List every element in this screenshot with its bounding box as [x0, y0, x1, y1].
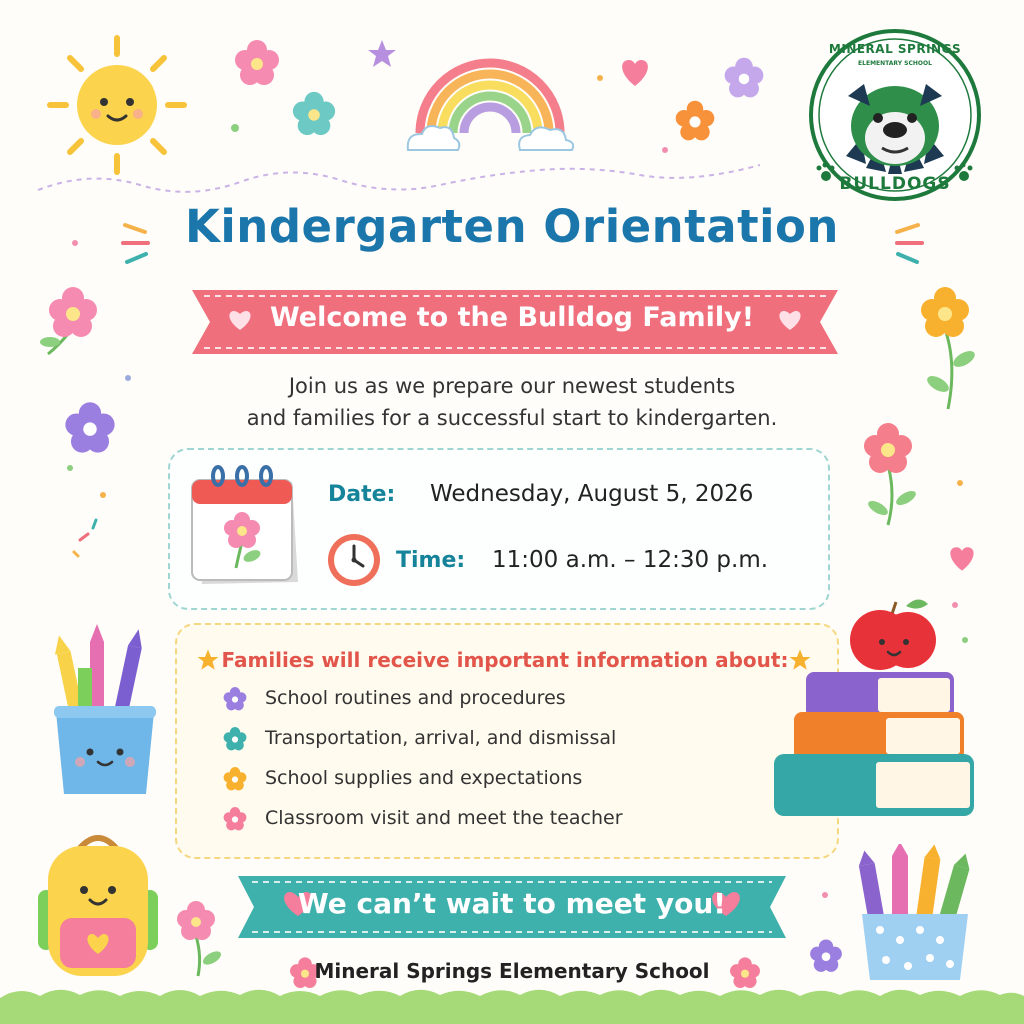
flower-icon — [222, 726, 248, 752]
flower-icon — [222, 766, 248, 792]
intro-text — [160, 370, 864, 434]
clock-icon — [325, 531, 383, 589]
flower-icon — [722, 56, 766, 100]
flower-icon — [858, 420, 938, 530]
time-label: Time: — [396, 548, 466, 573]
list-item: Classroom visit and meet the teacher — [265, 807, 623, 829]
intro-line: Join us as we prepare our newest students — [288, 374, 736, 398]
list-item: Transportation, arrival, and dismissal — [265, 727, 617, 749]
logo-mascot-text: BULLDOGS — [839, 174, 951, 194]
date-label: Date: — [328, 482, 396, 507]
flower-icon — [62, 400, 118, 456]
star-icon — [366, 38, 398, 70]
logo-arc-text: MINERAL SPRINGS — [828, 42, 962, 56]
heart-icon — [615, 52, 655, 92]
flower-icon — [28, 284, 108, 364]
list-item: School routines and procedures — [265, 687, 566, 709]
calendar-icon — [186, 462, 306, 590]
school-logo — [806, 26, 984, 204]
school-name: Mineral Springs Elementary School — [314, 959, 710, 983]
flower-icon — [290, 90, 338, 138]
time-value: 11:00 a.m. – 12:30 p.m. — [492, 547, 769, 573]
heart-icon — [944, 540, 980, 576]
intro-line: and families for a successful start to kindergarten. — [246, 406, 778, 430]
flower-icon — [222, 686, 248, 712]
flower-icon — [672, 98, 718, 144]
flower-icon — [728, 956, 762, 990]
books-apple-icon — [768, 592, 978, 832]
rainbow-icon — [400, 38, 580, 158]
footer-banner-text: We can’t wait to meet you! — [297, 887, 727, 920]
sun-icon — [42, 30, 192, 180]
backpack-icon — [36, 830, 160, 980]
welcome-text: Welcome to the Bulldog Family! — [269, 302, 755, 333]
flower-icon — [912, 284, 992, 414]
list-item: School supplies and expectations — [265, 767, 583, 789]
date-value: Wednesday, August 5, 2026 — [430, 481, 754, 507]
page-title: Kindergarten Orientation — [185, 200, 839, 253]
flower-icon — [232, 38, 282, 88]
pencil-cup-icon — [50, 622, 160, 802]
info-heading: Families will receive important information about: — [221, 648, 789, 672]
flower-icon — [222, 806, 248, 832]
logo-sub-text: ELEMENTARY SCHOOL — [858, 60, 932, 67]
